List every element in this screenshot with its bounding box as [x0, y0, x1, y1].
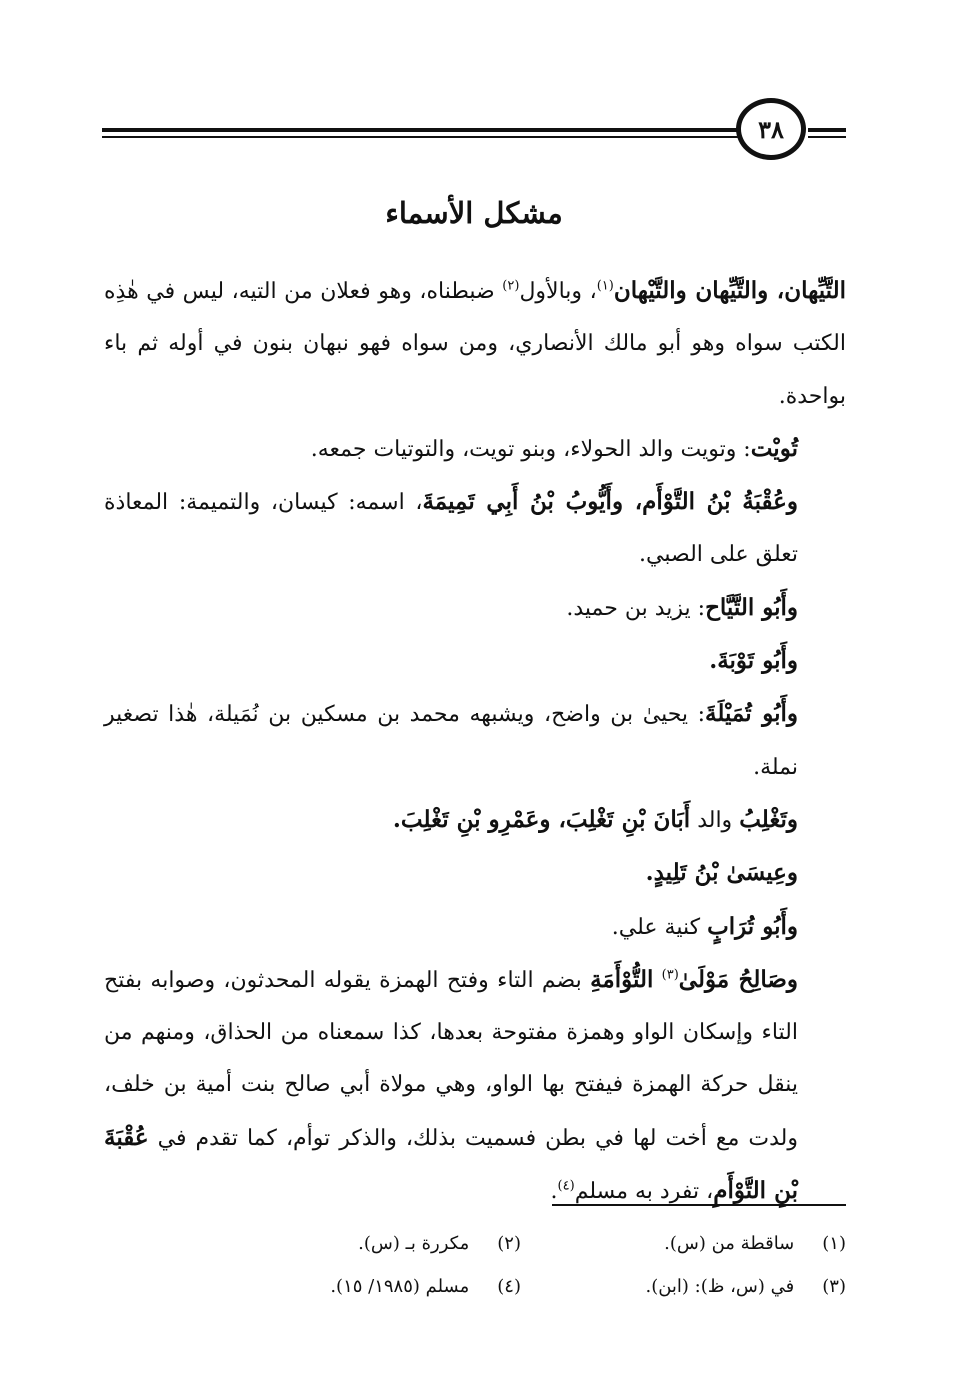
header-rule [102, 128, 740, 132]
text-run: ، تفرد به مسلم [574, 1179, 714, 1205]
paragraph [104, 847, 846, 900]
body-text [104, 265, 846, 1218]
bold-term: وأَبُو التَّيَّاح [705, 593, 798, 621]
footnote-number: (٣) [822, 1276, 846, 1297]
footnote-text: مسلم (١٩٨٥/ ١٥). [330, 1276, 470, 1297]
footnote-ref: (٣) [661, 967, 679, 983]
footnote-number: (٢) [497, 1233, 521, 1254]
footnote-row [104, 1265, 846, 1308]
text-run: : وتويت والد الحولاء، وبنو تويت، والتوتيات جمعه. [310, 436, 751, 462]
footnote [521, 1276, 846, 1297]
footnote [196, 1276, 521, 1297]
text-run: كنية علي. [611, 914, 708, 940]
footnote [521, 1233, 846, 1254]
footnote-ref: (٢) [502, 278, 520, 294]
footnote-text: ساقطة من (س). [664, 1233, 795, 1254]
footnote-ref: (١) [596, 278, 614, 294]
paragraph [104, 794, 846, 847]
bold-term: وأَبُو تُمَيْلَةَ [705, 700, 799, 728]
footnote-row [104, 1222, 846, 1265]
bold-term: وصَالِحُ مَوْلَىٰ [678, 965, 798, 993]
footnote-ref: (٤) [557, 1178, 575, 1194]
text-run: ، وبالأول [519, 279, 597, 304]
bold-term: تُويْت [750, 434, 798, 462]
text-run: والد [690, 807, 740, 833]
text-run: . [550, 1179, 558, 1205]
paragraph [104, 688, 846, 794]
paragraph [104, 901, 846, 954]
bold-term: التَّيِّهان، والتَّيِّهان والتَّيْهان [613, 277, 846, 304]
text-run: : يحيىٰ بن واضح، ويشبهه محمد بن مسكين بن نُمَيلة، هٰذا تصغير نملة. [104, 702, 798, 780]
bold-term: وأَبُو تُرَابٍ [707, 912, 798, 940]
footnote-number: (٤) [497, 1276, 521, 1297]
text-run [653, 968, 661, 993]
text-run: : يزيد بن حميد. [566, 595, 706, 621]
text-run: ضبطناه، وهو فعلان من التيه، ليس في هٰذِه الكتب سواه وهو أبو مالك الأنصاري، ومن سواه فهو نبهان بنون في أوله ثم باء بواحدة. [104, 279, 846, 409]
bold-term: أَبَانَ بْنِ تَغْلِبَ، وعَمْرِو بْنِ تَغْلِبَ. [392, 805, 691, 833]
bold-term: التُّوْأَمَةِ [590, 965, 654, 993]
bold-term: وعِيسَىٰ بْنُ تَلِيدٍ. [645, 859, 798, 887]
header-rule-right [808, 128, 846, 132]
footnote-text: مكررة بـ (س). [358, 1233, 470, 1254]
bold-term: عُقْبَةَ بْنِ التَّوْأَمِ [104, 1123, 798, 1205]
page-number: ٣٨ [736, 98, 806, 160]
paragraph [104, 265, 846, 423]
footnote-number: (١) [822, 1233, 846, 1254]
text-run: ، اسمه: كيسان، والتميمة: المعاذة تعلق على الصبي. [104, 490, 798, 568]
footnotes [104, 1222, 846, 1308]
header-rule-thin [102, 136, 740, 138]
header-rule-right-thin [808, 136, 846, 138]
footnote [196, 1233, 521, 1254]
text-run: بضم التاء وفتح الهمزة يقوله المحدثون، وصوابه بفتح التاء وإسكان الواو وهمزة مفتوحة بعدها، كذا سمعناه من الحذاق، ومنهم من ينقل حركة الهمزة فيفتح بها الواو، وهي مولاة أبي صالح بنت أمية بن خلف، ولدت مع أخت لها في بطن فسميت بذلك، والذكر توأم، كما تقدم في [104, 967, 798, 1151]
paragraph [104, 423, 846, 476]
bold-term: وأَبُو تَوْبَةَ. [709, 647, 798, 675]
paragraph [104, 582, 846, 635]
footnote-text: في (س، ظ): (ابن). [645, 1276, 795, 1297]
section-title: مشكل الأسماء [385, 196, 563, 230]
bold-term: وعُقْبَةُ بْنُ التَّوْأَم، وأَيُّوبُ بْنُ أَبِي تَمِيمَةَ [422, 488, 798, 516]
footnote-separator [552, 1204, 846, 1206]
paragraph [104, 954, 846, 1218]
bold-term: وتَغْلِبُ [739, 805, 798, 833]
paragraph [104, 635, 846, 688]
paragraph [104, 476, 846, 582]
